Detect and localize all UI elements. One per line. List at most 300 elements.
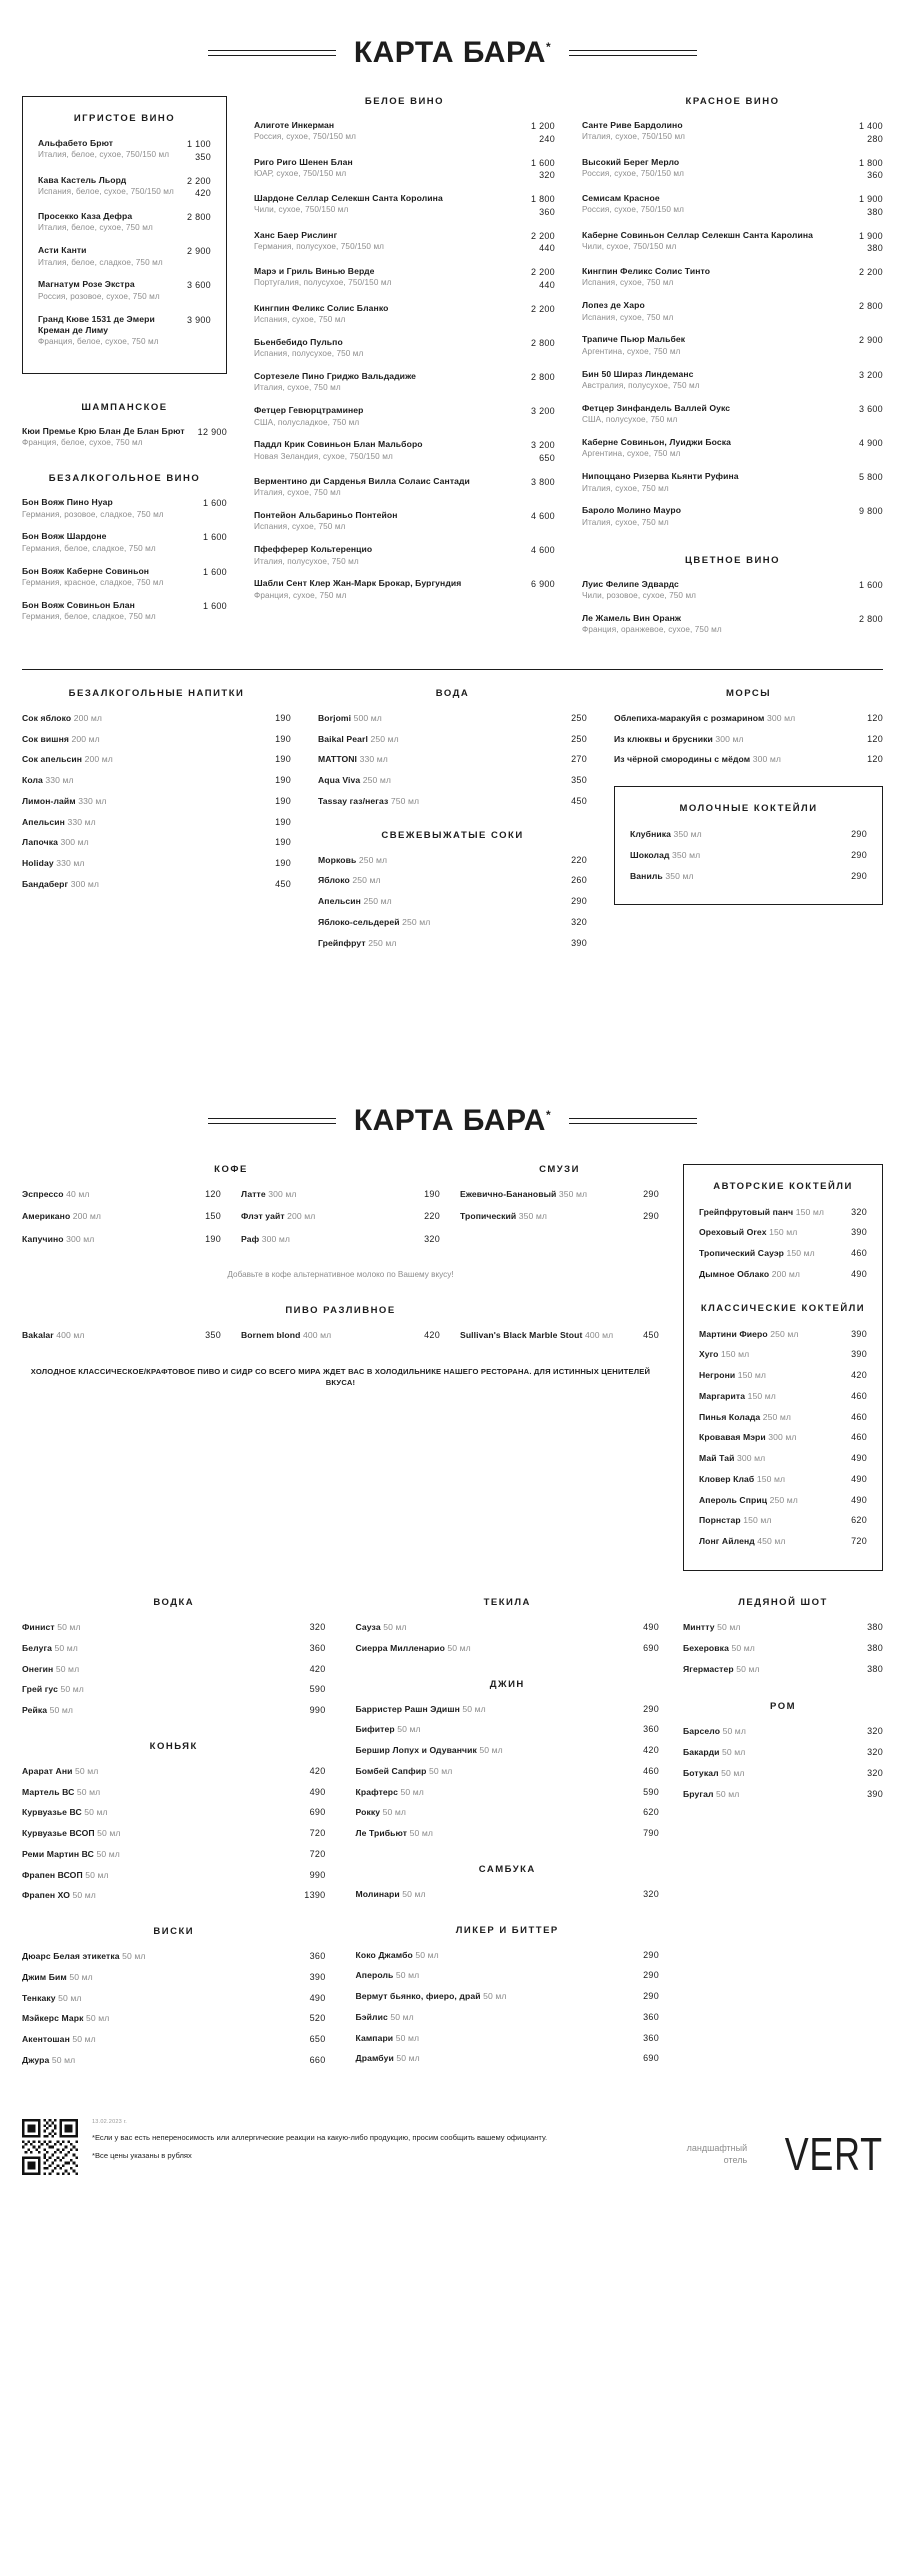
menu-item-name: Бифитер 50 мл [355,1724,421,1735]
menu-item-price [567,774,587,787]
menu-item-main [254,193,519,216]
menu-item [241,1233,440,1246]
menu-item-main [699,1495,839,1506]
price-value: 360 [643,2011,659,2022]
menu-item-price [306,1621,326,1634]
price-value: 12 900 [197,427,227,438]
menu-item-main [22,497,191,520]
menu-item-main [582,403,847,426]
menu-item-price [306,1971,326,1984]
menu-item [22,1683,326,1696]
price-value: 320 [309,1621,326,1632]
price-value: 380 [867,243,883,254]
item-list [318,854,587,950]
menu-item-price [863,753,883,766]
price-value: 2 800 [530,372,555,382]
menu-item-price [567,854,587,867]
item-list [254,120,555,602]
menu-item [22,878,291,891]
menu-item-volume: 50 мл [479,1745,503,1756]
price-value: 490 [851,1268,867,1279]
page2-right-column [683,1164,883,1571]
menu-item-price [639,2011,659,2024]
price-value: 1 600 [858,579,883,590]
menu-item-name: Бон Вояж Пино Нуар [22,497,113,508]
menu-item [22,1663,326,1676]
item-list [699,1328,867,1548]
menu-item-description: Германия, розовое, сладкое, 750 мл [22,509,164,519]
price-value: 2 200 [530,267,555,278]
menu-item-volume: 200 мл [84,754,113,765]
menu-item-name: Кингпин Феликс Солис Тинто [582,266,711,277]
menu-item-name: Шабли Сент Клер Жан-Марк Брокар, Бургундия [254,578,462,589]
menu-item-volume: 50 мл [722,1747,746,1758]
menu-item-price [527,193,555,219]
price-value: 690 [309,1807,326,1818]
price-value: 320 [539,170,555,181]
price-value: 150 [205,1211,221,1222]
menu-item [22,857,291,870]
price-value: 320 [424,1234,440,1245]
price-value: 2 800 [858,613,883,624]
footer-date: 13.02.2023 г. [92,2118,128,2125]
section-title: КОНЬЯК [149,1740,198,1752]
menu-item-main [683,1643,855,1654]
price-value: 2 800 [858,301,883,312]
menu-item-name: Holiday 330 мл [22,858,85,869]
menu-item-name: Джура 50 мл [22,2055,76,2065]
menu-item [699,1535,867,1548]
menu-item [582,230,883,256]
menu-item-name: Ягермастер 50 мл [683,1663,760,1674]
menu-page-2 [0,1068,905,2201]
menu-item [356,1786,660,1799]
menu-item-name: Онегин 50 мл [22,1663,80,1674]
menu-item [683,1788,883,1801]
menu-item-price [306,1663,326,1676]
brand-subtitle [687,2143,748,2166]
menu-item-main [356,1622,632,1633]
menu-item-main [582,120,847,143]
menu-item-main [614,754,855,765]
menu-item-price [527,544,555,557]
menu-item-name: Яблоко 250 мл [318,875,381,886]
menu-item-main [582,613,847,636]
menu-item-volume: 50 мл [60,1684,84,1695]
menu-item [582,120,883,146]
price-value: 120 [205,1188,221,1199]
menu-item-name: Финист 50 мл [22,1621,81,1632]
menu-item-volume: 750 мл [390,795,420,806]
price-value: 120 [867,712,883,723]
menu-item-main [582,334,847,357]
menu-item-price [847,1390,867,1403]
menu-item [699,1431,867,1444]
price-value: 4 600 [530,511,555,522]
price-value: 350 [195,151,211,162]
page-title-text: КАРТА БАРА [353,1103,546,1137]
menu-item-main [614,713,855,724]
page-title-asterisk: * [545,40,552,54]
menu-item-main [356,1889,632,1900]
menu-item-name: Ле Трибьют 50 мл [355,1828,433,1839]
menu-item-price [847,1494,867,1507]
menu-item-price [183,314,211,327]
menu-item-price [271,878,291,891]
menu-item-description: Россия, сухое, 750/150 мл [254,132,357,142]
menu-item-name: Акентошан 50 мл [22,2034,96,2045]
price-value: 190 [205,1234,221,1245]
menu-item-main [22,2034,298,2045]
menu-item-main [356,1991,632,2002]
price-value: 1 800 [858,157,883,168]
menu-item-price [183,138,211,164]
menu-item-name: Фетцер Гевюрцтраминер [254,405,364,416]
menu-item-price [855,334,883,347]
menu-item-main [22,879,263,890]
menu-item-volume: 50 мл [75,1765,99,1776]
menu-item-name: Джим Бим 50 мл [22,1971,93,1982]
menu-item-price [847,849,867,862]
section-white-wine [254,96,555,602]
menu-item [699,1348,867,1361]
masthead-rule-right [569,50,697,56]
menu-item-volume: 40 мл [66,1188,90,1199]
price-value: 490 [643,1621,659,1632]
menu-item-volume: 250 мл [770,1328,799,1339]
menu-item-main [683,1768,855,1779]
menu-item-main [22,1684,298,1695]
menu-item [254,439,555,465]
menu-item-volume: 150 мл [756,1473,786,1484]
menu-item-volume: 50 мл [72,1890,96,1901]
menu-item-price [567,712,587,725]
price-value: 2 900 [186,246,211,257]
menu-item-main [241,1189,412,1200]
menu-item-main [22,426,186,449]
price-value: 240 [539,133,555,144]
section-title: БЕЗАЛКОГОЛЬНОЕ ВИНО [48,473,201,485]
menu-item-main [22,1189,193,1200]
menu-item-price [527,476,555,489]
page-gap [0,958,905,1068]
menu-item-name: Sullivan's Black Marble Stout 400 мл [460,1329,614,1340]
price-value: 390 [851,1349,867,1360]
menu-item-description: Франция, оранжевое, сухое, 750 мл [582,625,722,635]
menu-item-name: Сиерра Милленарио 50 мл [355,1642,471,1653]
menu-item-name: Грейпфрут 250 мл [318,937,397,948]
menu-item-price [855,300,883,313]
price-value: 720 [309,1828,326,1839]
menu-item-name: Флэт уайт 200 мл [241,1211,316,1222]
menu-item-name: Алиготе Инкерман [254,120,335,130]
menu-item-name: Яблоко-сельдерей 250 мл [318,916,431,927]
menu-item [254,405,555,428]
price-value: 190 [275,795,291,806]
item-list [699,1206,867,1281]
menu-item [22,1642,326,1655]
menu-item [38,138,211,164]
section-soft-drinks [22,688,291,891]
menu-item [38,279,211,302]
menu-item [318,895,587,908]
menu-item-volume: 50 мл [54,1642,78,1653]
brand-subtitle-line2: отель [723,2154,748,2165]
menu-item-main [582,579,847,602]
item-list [683,1621,883,1675]
menu-item-main [254,405,519,428]
section-gin [356,1679,660,1840]
price-value: 190 [275,754,291,765]
menu-item-price [306,1642,326,1655]
menu-item-volume: 50 мл [122,1951,146,1962]
price-value: 320 [867,1767,883,1778]
drinks-column-left [22,688,291,899]
allergy-note: *Если у вас есть непереносимость или аллергические реакции на какую-либо продукцию, просим сообщить вашему официанту. [92,2132,548,2142]
menu-item-name: Курвуазье ВСОП 50 мл [22,1828,121,1839]
menu-item-volume: 50 мл [76,1786,101,1797]
menu-item-main [22,2013,298,2024]
menu-item [22,2054,326,2067]
menu-item-name: Кингпин Феликс Солис Бланко [254,302,389,313]
menu-item-price [639,1188,659,1201]
menu-item-volume: 50 мл [395,2032,420,2043]
price-value: 3 600 [186,280,211,291]
menu-item-price [863,1767,883,1780]
menu-item-volume: 300 мл [715,733,744,744]
menu-item-main [699,1536,839,1547]
menu-item-name: Трапиче Пьюр Мальбек [582,334,686,345]
item-list [22,426,227,449]
section-title: ЛЕДЯНОЙ ШОТ [738,1596,828,1608]
menu-item [254,544,555,567]
menu-item-price [847,1369,867,1382]
menu-item-volume: 150 мл [743,1515,772,1526]
item-list [38,138,211,348]
masthead-page-2 [22,1068,883,1164]
menu-item-name: Сортезеле Пино Гриджо Вальдадиже [254,371,417,381]
price-value: 390 [851,1227,867,1238]
menu-item-main [22,1870,298,1881]
menu-item-main [318,775,559,786]
menu-item-name: Каберне Совиньон Селлар Селекшн Санта Каролина [582,229,814,240]
section-title: РОМ [769,1701,796,1713]
menu-item-description: Португалия, полусухое, 750/150 мл [254,278,392,288]
menu-item-volume: 200 мл [771,1268,800,1279]
price-value: 490 [851,1473,867,1484]
menu-item [22,795,291,808]
menu-item-main [699,1412,839,1423]
menu-item-name: Бехеровка 50 мл [683,1642,755,1653]
menu-item-name: Ле Жамель Вин Оранж [582,612,682,623]
item-list [241,1188,440,1256]
menu-item-volume: 250 мл [352,875,381,886]
section-title: ТЕКИЛА [483,1596,531,1608]
menu-item-price [639,1703,659,1716]
menu-item-name: Апероль Сприц 250 мл [699,1494,798,1505]
price-value: 1 600 [202,600,227,611]
price-value: 620 [851,1515,867,1526]
wine-grid [22,96,883,647]
price-value: 3 200 [530,406,555,417]
drinks-grid [22,688,883,958]
menu-item-main [356,1807,632,1818]
menu-item-volume: 250 мл [362,775,392,786]
menu-item-name: MATTONI 330 мл [318,754,388,765]
page2-top-grid [22,1164,883,1571]
menu-item [582,437,883,460]
menu-item-description: Чили, сухое, 750/150 мл [254,205,349,215]
menu-item-description: Италия, белое, сухое, 750 мл [38,223,153,233]
masthead-page-1 [22,0,883,96]
menu-item [22,1188,221,1201]
menu-item-price [527,303,555,316]
menu-item-price [306,1765,326,1778]
menu-item-name: Просекко Каза Дефра [38,211,133,222]
menu-item [699,1247,867,1260]
section-tequila [356,1597,660,1655]
menu-item [22,1786,326,1799]
menu-item-name: Клубника 350 мл [630,829,702,840]
menu-item-name: Риго Риго Шенен Блан [254,156,353,167]
menu-item-price [567,874,587,887]
menu-item-main [582,300,847,323]
price-value: 360 [309,1642,326,1653]
menu-item [254,157,555,183]
menu-item-volume: 50 мл [716,1788,740,1799]
menu-item-name: Лимон-лайм 330 мл [22,795,107,806]
menu-item-name: Bornem blond 400 мл [241,1329,332,1340]
menu-item-price [306,1950,326,1963]
menu-item-name: Фетцер Зинфандель Валлей Оукс [582,402,731,413]
menu-item-volume: 500 мл [353,712,382,723]
price-value: 790 [643,1828,659,1839]
menu-item [22,1704,326,1717]
menu-item-main [318,875,559,886]
menu-item-name: Сок яблоко 200 мл [22,712,103,723]
menu-item [254,303,555,326]
menu-item-volume: 300 мл [66,1234,95,1245]
menu-item-name: Bakalar 400 мл [22,1329,85,1340]
price-value: 360 [867,170,883,181]
footer-notes [92,2119,547,2168]
menu-item-volume: 300 мл [261,1234,290,1245]
menu-item-volume: 350 мл [673,829,702,840]
masthead-rule-right [569,1118,697,1124]
price-value: 450 [571,795,587,806]
menu-item-main [254,120,519,143]
price-value: 120 [867,733,883,744]
menu-item-price [639,1949,659,1962]
menu-item-name: Маргарита 150 мл [699,1390,776,1401]
menu-item-volume: 50 мл [58,1992,82,2003]
menu-item-price [300,1889,325,1902]
menu-item-main [318,754,559,765]
item-list [356,1888,660,1901]
menu-item-name: Мартини Фиеро 250 мл [699,1328,799,1339]
menu-item-name: Из чёрной смородины с мёдом 300 мл [614,754,781,765]
menu-item-price [194,426,227,439]
price-value: 350 [205,1329,221,1340]
menu-item-main [318,855,559,866]
menu-item-main [241,1234,412,1245]
page2-body-grid [22,1597,883,2075]
section-sambuca [356,1864,660,1901]
menu-item-price [855,120,883,146]
section-title: ЛИКЕР И БИТТЕР [455,1924,559,1936]
menu-item-price [847,1226,867,1239]
menu-item-volume: 50 мл [49,1705,74,1716]
menu-item-main [22,1993,298,2004]
menu-item-main [356,1950,632,1961]
menu-item-volume: 200 мл [72,1211,102,1222]
wine-column-middle [254,96,555,613]
menu-item-price [527,371,555,384]
menu-item-volume: 300 мл [768,1432,797,1443]
price-value: 3 200 [530,440,555,451]
menu-item [356,1806,660,1819]
menu-item-price [847,1328,867,1341]
menu-item-name: Baikal Pearl 250 мл [318,733,399,744]
menu-item [582,334,883,357]
menu-item-price [855,266,883,279]
menu-item [699,1369,867,1382]
menu-item [22,1827,326,1840]
menu-item-price [527,439,555,465]
menu-item-main [22,1787,298,1798]
menu-item [699,1390,867,1403]
menu-item [22,1869,326,1882]
menu-item-main [254,371,519,394]
menu-item-name: Ботукал 50 мл [683,1767,745,1778]
menu-item-name: Дымное Облако 200 мл [699,1268,800,1279]
menu-item-price [639,1990,659,2003]
menu-item-price [847,870,867,883]
item-list [22,1950,326,2067]
qr-code-icon[interactable] [22,2119,78,2175]
menu-item [22,1806,326,1819]
menu-item [356,1827,660,1840]
section-title: ВОДА [435,687,470,699]
menu-item-price [201,1233,221,1246]
menu-item-main [699,1432,839,1443]
section-colored-wine [582,555,883,636]
menu-item-main [22,1828,298,1839]
menu-item-price [306,2033,326,2046]
section-title: БЕЗАЛКОГОЛЬНЫЕ НАПИТКИ [68,687,245,699]
price-value: 450 [643,1329,659,1340]
menu-item-price [855,230,883,256]
menu-item-price [567,733,587,746]
menu-item-name: Апельсин 250 мл [318,896,392,907]
menu-item-name: Бароло Молино Мауро [582,505,682,516]
menu-item-volume: 200 мл [287,1211,316,1222]
menu-item-name: Верментино ди Сарденья Вилла Солаис Сантади [254,475,470,486]
menu-item-price [847,1247,867,1260]
menu-item [356,1990,660,2003]
menu-item-description: Испания, сухое, 750 мл [254,315,346,324]
menu-item-main [22,1972,298,1983]
menu-item-name: Коко Джамбо 50 мл [355,1949,439,1960]
menu-item-volume: 150 мл [747,1390,776,1401]
menu-item-price [855,437,883,450]
menu-item-name: Крафтерс 50 мл [355,1786,424,1797]
menu-item [318,753,587,766]
menu-item-volume: 330 мл [67,816,96,827]
menu-item-description: Германия, красное, сладкое, 750 мл [22,577,164,587]
menu-item-main [22,600,191,623]
menu-item-name: Сок вишня 200 мл [22,733,100,744]
